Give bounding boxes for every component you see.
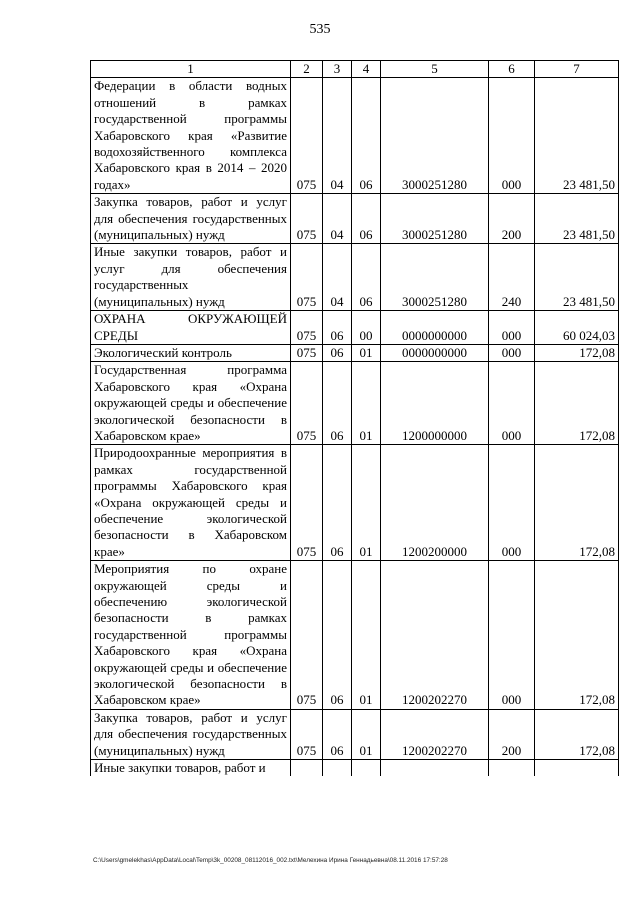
column-header: 3: [323, 61, 352, 78]
row-description: Природоохранные мероприятия в рамках государственной программы Хабаровского края «Охрана окружающей среды и обеспечение экологической безопасности в Хабаровском крае»: [91, 445, 291, 561]
amount: 172,08: [535, 344, 619, 361]
subsection-code: 06: [352, 78, 381, 194]
table-row: [91, 78, 619, 194]
amount: 172,08: [535, 561, 619, 710]
target-code: 3000251280: [381, 78, 489, 194]
ministry-code: 075: [291, 362, 323, 445]
row-description: Государственная программа Хабаровского края «Охрана окружающей среды и обеспечение экологической безопасности в Хабаровском крае»: [91, 362, 291, 445]
amount: 172,08: [535, 362, 619, 445]
subsection-code: 01: [352, 561, 381, 710]
ministry-code: [291, 760, 323, 777]
row-description: Закупка товаров, работ и услуг для обеспечения государственных (муниципальных) нужд: [91, 194, 291, 244]
target-code: [381, 760, 489, 777]
table-row: [91, 760, 619, 777]
subsection-code: 00: [352, 311, 381, 345]
subsection-code: 06: [352, 194, 381, 244]
column-header: 4: [352, 61, 381, 78]
section-code: 06: [323, 561, 352, 710]
table-row: [91, 561, 619, 710]
row-description: Экологический контроль: [91, 344, 291, 361]
expense-type-code: 000: [489, 445, 535, 561]
amount: 172,08: [535, 445, 619, 561]
ministry-code: 075: [291, 561, 323, 710]
amount: 23 481,50: [535, 194, 619, 244]
section-code: 06: [323, 344, 352, 361]
target-code: 1200202270: [381, 561, 489, 710]
target-code: 1200000000: [381, 362, 489, 445]
table-row: [91, 244, 619, 311]
target-code: 0000000000: [381, 344, 489, 361]
column-header: 5: [381, 61, 489, 78]
row-description: Федерации в области водных отношений в рамках государственной программы Хабаровского края «Развитие водохозяйственного комплекса Хабаровского края в 2014 – 2020 годах»: [91, 78, 291, 194]
expense-type-code: 200: [489, 709, 535, 759]
subsection-code: 06: [352, 244, 381, 311]
subsection-code: [352, 760, 381, 777]
table-row: [91, 445, 619, 561]
section-code: 04: [323, 78, 352, 194]
table-header-row: [91, 61, 619, 78]
expense-type-code: 200: [489, 194, 535, 244]
target-code: 0000000000: [381, 311, 489, 345]
row-description: Иные закупки товаров, работ и: [91, 760, 291, 777]
expense-type-code: 000: [489, 362, 535, 445]
expense-type-code: [489, 760, 535, 777]
amount: [535, 760, 619, 777]
table-row: [91, 344, 619, 361]
row-description: Мероприятия по охране окружающей среды и обеспечению экологической безопасности в рамках государственной программы Хабаровского края «Охрана окружающей среды и обеспечение экологической безопасности в Хабаровском крае»: [91, 561, 291, 710]
ministry-code: 075: [291, 445, 323, 561]
target-code: 1200200000: [381, 445, 489, 561]
column-header: 7: [535, 61, 619, 78]
file-path-footer: C:\Users\gmelekhas\AppData\Local\Temp\3k_00208_08112016_002.txt\Мелехина Ирина Геннадьевна\08.11.2016 17:57:28: [93, 857, 448, 864]
amount: 60 024,03: [535, 311, 619, 345]
row-description: ОХРАНА ОКРУЖАЮЩЕЙ СРЕДЫ: [91, 311, 291, 345]
expense-type-code: 000: [489, 78, 535, 194]
amount: 172,08: [535, 709, 619, 759]
amount: 23 481,50: [535, 244, 619, 311]
subsection-code: 01: [352, 362, 381, 445]
ministry-code: 075: [291, 311, 323, 345]
section-code: 04: [323, 194, 352, 244]
ministry-code: 075: [291, 244, 323, 311]
ministry-code: 075: [291, 78, 323, 194]
table-row: [91, 709, 619, 759]
amount: 23 481,50: [535, 78, 619, 194]
expense-type-code: 000: [489, 561, 535, 710]
target-code: 1200202270: [381, 709, 489, 759]
subsection-code: 01: [352, 709, 381, 759]
column-header: 1: [91, 61, 291, 78]
page-number: 535: [309, 22, 331, 37]
column-header: 2: [291, 61, 323, 78]
section-code: 06: [323, 362, 352, 445]
row-description: Иные закупки товаров, работ и услуг для обеспечения государственных (муниципальных) нужд: [91, 244, 291, 311]
expense-type-code: 000: [489, 344, 535, 361]
section-code: 06: [323, 709, 352, 759]
section-code: [323, 760, 352, 777]
table-row: [91, 194, 619, 244]
budget-table: [90, 60, 619, 776]
section-code: 06: [323, 445, 352, 561]
row-description: Закупка товаров, работ и услуг для обеспечения государственных (муниципальных) нужд: [91, 709, 291, 759]
ministry-code: 075: [291, 709, 323, 759]
target-code: 3000251280: [381, 194, 489, 244]
ministry-code: 075: [291, 344, 323, 361]
ministry-code: 075: [291, 194, 323, 244]
section-code: 04: [323, 244, 352, 311]
table-row: [91, 311, 619, 345]
target-code: 3000251280: [381, 244, 489, 311]
subsection-code: 01: [352, 445, 381, 561]
column-header: 6: [489, 61, 535, 78]
subsection-code: 01: [352, 344, 381, 361]
expense-type-code: 240: [489, 244, 535, 311]
table-row: [91, 362, 619, 445]
expense-type-code: 000: [489, 311, 535, 345]
section-code: 06: [323, 311, 352, 345]
